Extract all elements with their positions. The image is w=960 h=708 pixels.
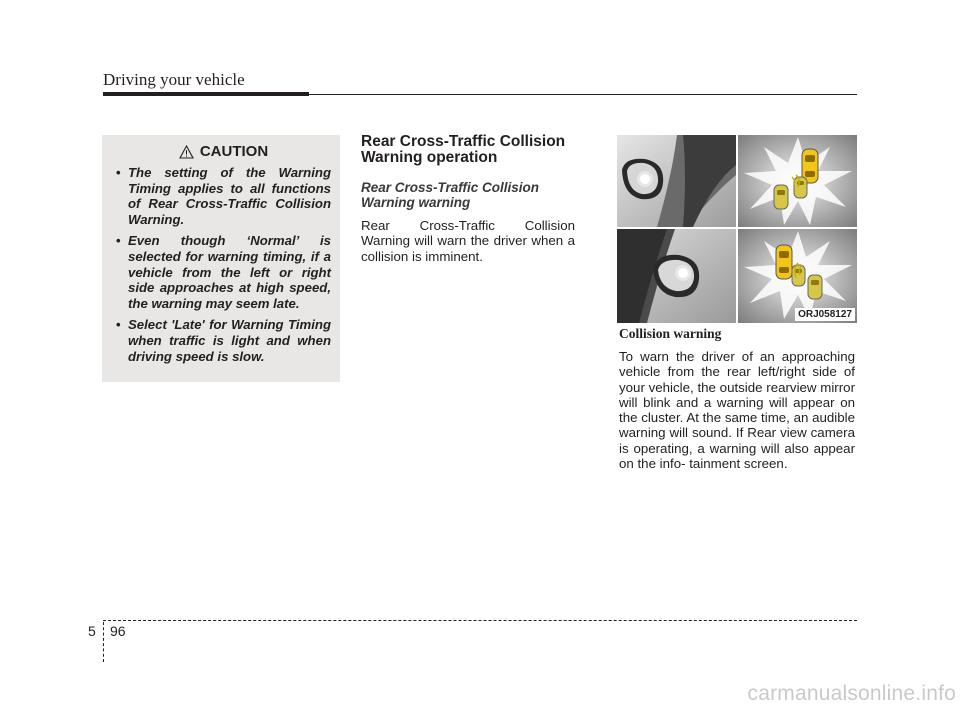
warning-triangle-icon [179,145,194,159]
footer-rule [103,620,857,621]
header-rule-thin [309,94,857,95]
caution-item: • The setting of the Warning Timing applies to all functions of Rear Cross-Traffic Collision Warning. [116,165,331,227]
watermark: carmanualsonline.info [747,682,956,705]
radar-panel-top [738,135,857,227]
collision-body: To warn the driver of an approaching vehicle from the rear left/right side of your vehicle, the outside rearview mirror will blink and a warning will appear on the cluster. At the same time, an audible warning will sound. If Rear view camera is operating, a warning will also appear on the info- tainment screen. [619,349,855,472]
section-subtitle: Rear Cross-Traffic Collision Warning warning [361,180,540,210]
collision-title: Collision warning [619,326,722,341]
caution-title: CAUTION [199,143,269,160]
caution-list [116,165,331,364]
caution-heading [116,143,331,160]
collision-column [619,326,855,471]
figure-code: ORJ058127 [795,308,855,321]
section-title: Rear Cross-Traffic Collision Warning operation [361,133,566,166]
section-body: Rear Cross-Traffic Collision Warning will warn the driver when a collision is imminent. [361,218,575,264]
caution-box [102,135,340,382]
caution-item: • Select 'Late' for Warning Timing when traffic is light and when driving speed is slow. [116,317,331,364]
mirror-panel-top [617,135,736,227]
section-column [361,134,575,264]
page-number: 96 [110,623,126,639]
mirror-panel-bottom [617,229,736,323]
header-rule-thick [103,92,309,96]
header-title: Driving your vehicle [103,70,245,89]
footer-divider [103,622,104,662]
chapter-number: 5 [88,623,96,639]
caution-item: • Even though ‘Normal’ is selected for warning timing, if a vehicle from the left or right side approaches at high speed, the warning may seem late. [116,233,331,311]
warning-figure [617,135,857,323]
